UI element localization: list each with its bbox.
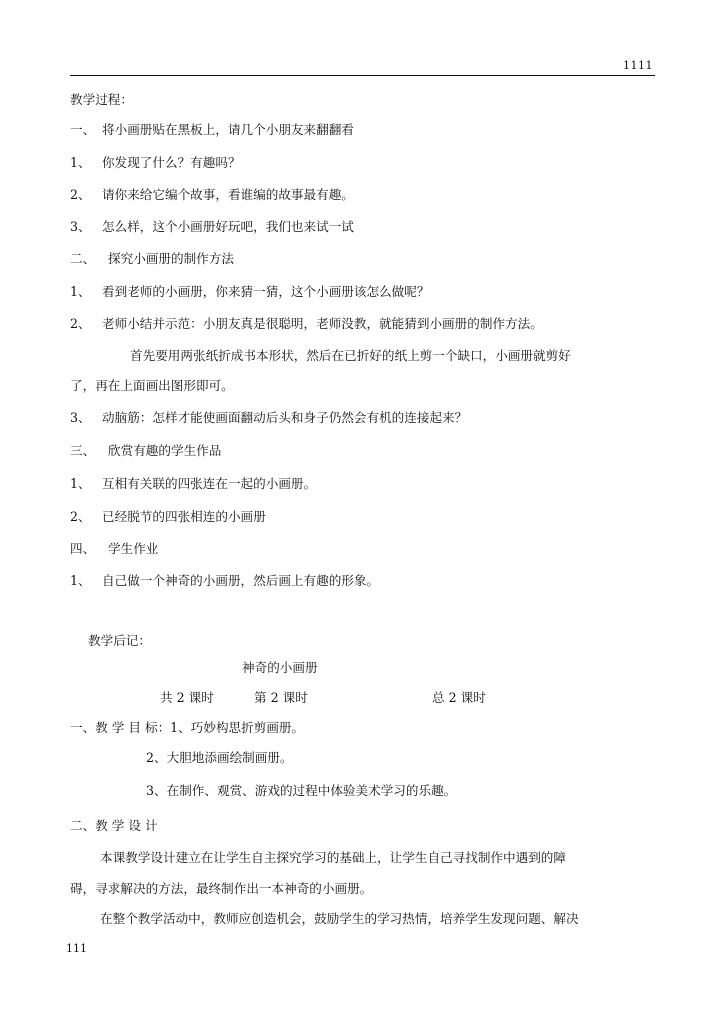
process-item [70,284,429,300]
process-item [70,443,221,459]
footer-page-number: 111 [66,942,87,955]
goal-item: 1、巧妙构思折剪画册。 [170,720,305,735]
design-label: 二、教 学 设 计 [70,818,158,833]
process-item [70,541,158,557]
lesson-title: 神奇的小画册 [242,660,318,675]
lesson-sum: 总 2 课时 [432,690,486,705]
goal-item: 3、在制作、观赏、游戏的过程中体验美术学习的乐趣。 [146,783,457,798]
item-text: 将小画册贴在黑板上，请几个小朋友来翻翻看 [102,122,354,137]
process-item [70,509,266,525]
process-item [70,476,316,492]
item-number: 1、 [70,284,91,299]
process-item [70,122,354,138]
header-page-number: 1111 [623,59,653,72]
item-number: 3、 [70,410,91,425]
process-item [70,219,354,235]
item-number: 1、 [70,573,91,588]
item-text: 已经脱节的四张相连的小画册 [102,509,266,524]
item-text: 互相有关联的四张连在一起的小画册。 [102,476,317,491]
postscript-label: 教学后记： [88,633,151,648]
item-number: 四、 [70,541,96,556]
process-item [70,251,234,267]
process-continuation: 了，再在上面画出图形即可。 [70,378,234,393]
item-text: 动脑筋：怎样才能使画面翻动后头和身子仍然会有机的连接起来？ [102,410,468,425]
process-item [70,155,241,171]
process-title: 教学过程： [70,92,133,107]
process-item [70,316,543,332]
item-text: 你发现了什么？有趣吗？ [102,155,241,170]
process-continuation: 首先要用两张纸折成书本形状，然后在已折好的纸上剪一个缺口，小画册就剪好 [130,348,571,363]
item-text: 请你来给它编个故事，看谁编的故事最有趣。 [102,187,354,202]
item-text: 老师小结并示范：小朋友真是很聪明，老师没教，就能猜到小画册的制作方法。 [102,316,543,331]
design-paragraph: 碍，寻求解决的方法，最终制作出一本神奇的小画册。 [70,881,373,896]
lesson-total: 共 2 课时 [160,690,214,705]
header-rule [70,75,655,76]
item-text: 探究小画册的制作方法 [108,251,234,266]
item-number: 1、 [70,155,91,170]
goals-label: 一、教 学 目 标： [70,720,171,735]
goals-row [70,720,304,736]
design-paragraph: 本课教学设计建立在让学生自主探究学习的基础上，让学生自己寻找制作中遇到的障 [100,850,566,865]
lesson-current: 第 2 课时 [254,690,308,705]
item-number: 一、 [70,122,96,137]
item-number: 1、 [70,476,91,491]
item-text: 自己做一个神奇的小画册，然后画上有趣的形象。 [102,573,380,588]
item-text: 欣赏有趣的学生作品 [108,443,222,458]
item-text: 怎么样，这个小画册好玩吧，我们也来试一试 [102,219,354,234]
process-item [70,410,467,426]
process-item [70,187,354,203]
item-number: 2、 [70,509,91,524]
item-number: 3、 [70,219,91,234]
item-text: 看到老师的小画册，你来猜一猜，这个小画册该怎么做呢？ [102,284,430,299]
goal-item: 2、大胆地添画绘制画册。 [146,750,293,765]
process-item [70,573,379,589]
item-number: 2、 [70,187,91,202]
item-number: 二、 [70,251,96,266]
design-paragraph: 在整个教学活动中，教师应创造机会，鼓励学生的学习热情，培养学生发现问题、解决 [100,911,579,926]
item-number: 2、 [70,316,91,331]
item-text: 学生作业 [108,541,159,556]
item-number: 三、 [70,443,96,458]
